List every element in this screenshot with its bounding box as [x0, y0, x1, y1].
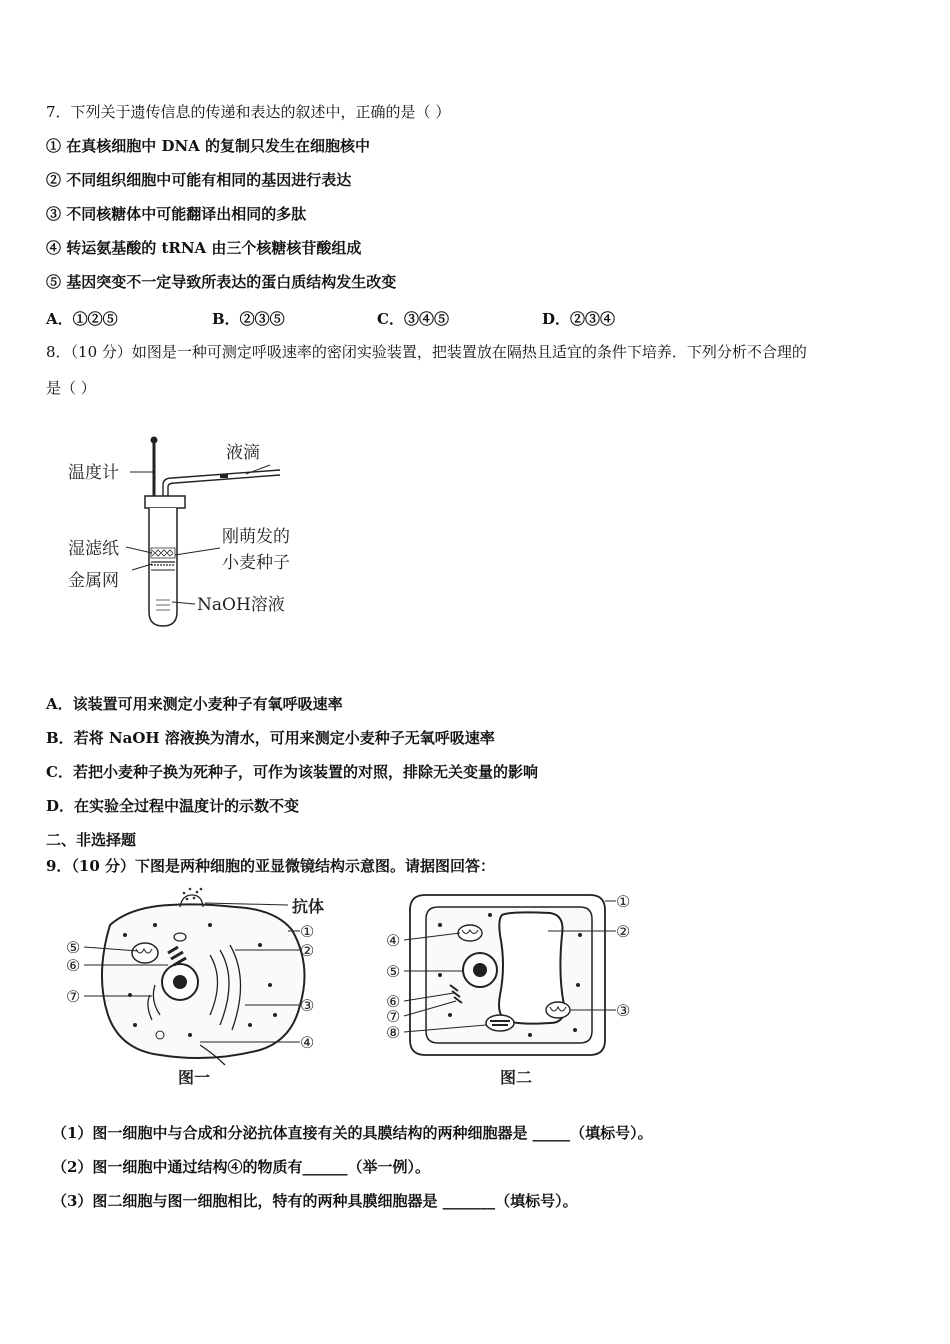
fig2-label-4: ④ — [386, 931, 401, 950]
label-metal-mesh: 金属网 — [68, 571, 119, 591]
fig1-label-3: ③ — [300, 996, 315, 1015]
animal-cell-drawing — [102, 888, 305, 1065]
fig2-label-1: ① — [616, 892, 631, 911]
label-seeds-line2: 小麦种子 — [222, 553, 290, 573]
q7-stem: 7．下列关于遗传信息的传递和表达的叙述中，正确的是（ ） — [46, 103, 451, 121]
fig2-label-3: ③ — [616, 1001, 631, 1020]
plant-cell-figure — [380, 885, 640, 1090]
q8-option-c[interactable]: C．若把小麦种子换为死种子，可作为该装置的对照，排除无关变量的影响 — [46, 763, 538, 781]
fig2-label-5: ⑤ — [386, 962, 401, 981]
fig1-label-5: ⑤ — [66, 938, 81, 957]
label-droplet: 液滴 — [226, 443, 260, 463]
q9-sub-1: （1）图一细胞中与合成和分泌抗体直接有关的具膜结构的两种细胞器是 _____（填标号）。 — [52, 1124, 653, 1142]
label-naoh: NaOH溶液 — [197, 595, 285, 615]
q7-options — [46, 308, 746, 328]
q7-item-3: ③ 不同核糖体中可能翻译出相同的多肽 — [46, 205, 307, 223]
q7-option-c[interactable]: C．③④⑤ — [377, 310, 449, 328]
fig2-label-8: ⑧ — [386, 1023, 401, 1042]
animal-cell-figure — [60, 885, 360, 1090]
q8-stem-line2: 是（ ） — [46, 379, 96, 397]
fig1-label-1: ① — [300, 922, 315, 941]
q8-option-b[interactable]: B．若将 NaOH 溶液换为清水，可用来测定小麦种子无氧呼吸速率 — [46, 729, 495, 747]
fig2-label-6: ⑥ — [386, 992, 401, 1011]
q7-item-5: ⑤ 基因突变不一定导致所表达的蛋白质结构发生改变 — [46, 273, 397, 291]
fig1-label-2: ② — [300, 941, 315, 960]
fig1-label-4: ④ — [300, 1033, 315, 1052]
fig2-label-7: ⑦ — [386, 1007, 401, 1026]
glass-tube-drawing — [163, 470, 280, 498]
q8-stem-line1: 8．（10 分）如图是一种可测定呼吸速率的密闭实验装置，把装置放在隔热且适宜的条件下培养．下列分析不合理的 — [46, 343, 807, 361]
label-thermometer: 温度计 — [68, 463, 119, 483]
respiration-apparatus-figure — [60, 430, 320, 640]
fig1-label-6: ⑥ — [66, 956, 81, 975]
fig1-label-7: ⑦ — [66, 987, 81, 1006]
label-wet-paper: 湿滤纸 — [68, 539, 119, 559]
stopper-drawing — [145, 496, 185, 508]
plant-cell-drawing — [410, 895, 605, 1055]
q7-option-a[interactable]: A．①②⑤ — [46, 310, 118, 328]
q8-option-a[interactable]: A．该装置可用来测定小麦种子有氧呼吸速率 — [46, 695, 343, 713]
q9-stem: 9．（10 分）下图是两种细胞的亚显微镜结构示意图。请据图回答： — [46, 857, 496, 875]
q7-option-b[interactable]: B．②③⑤ — [212, 310, 285, 328]
fig1-caption: 图一 — [178, 1068, 211, 1087]
q7-item-1: ① 在真核细胞中 DNA 的复制只发生在细胞核中 — [46, 137, 371, 155]
q9-sub-2: （2）图一细胞中通过结构④的物质有______（举一例）。 — [52, 1158, 430, 1176]
q8-option-d[interactable]: D．在实验全过程中温度计的示数不变 — [46, 797, 300, 815]
section-title: 二、非选择题 — [46, 831, 137, 849]
fig2-caption: 图二 — [500, 1068, 533, 1087]
fig2-label-2: ② — [616, 922, 631, 941]
q7-item-2: ② 不同组织细胞中可能有相同的基因进行表达 — [46, 171, 352, 189]
q7-option-d[interactable]: D．②③④ — [542, 310, 616, 328]
test-tube-drawing — [149, 508, 177, 626]
q9-sub-3: （3）图二细胞与图一细胞相比，特有的两种具膜细胞器是 _______（填标号）。 — [52, 1192, 578, 1210]
label-seeds-line1: 刚萌发的 — [222, 527, 290, 547]
q7-item-4: ④ 转运氨基酸的 tRNA 由三个核糖核苷酸组成 — [46, 239, 362, 257]
fig1-label-antibody: 抗体 — [292, 897, 325, 916]
